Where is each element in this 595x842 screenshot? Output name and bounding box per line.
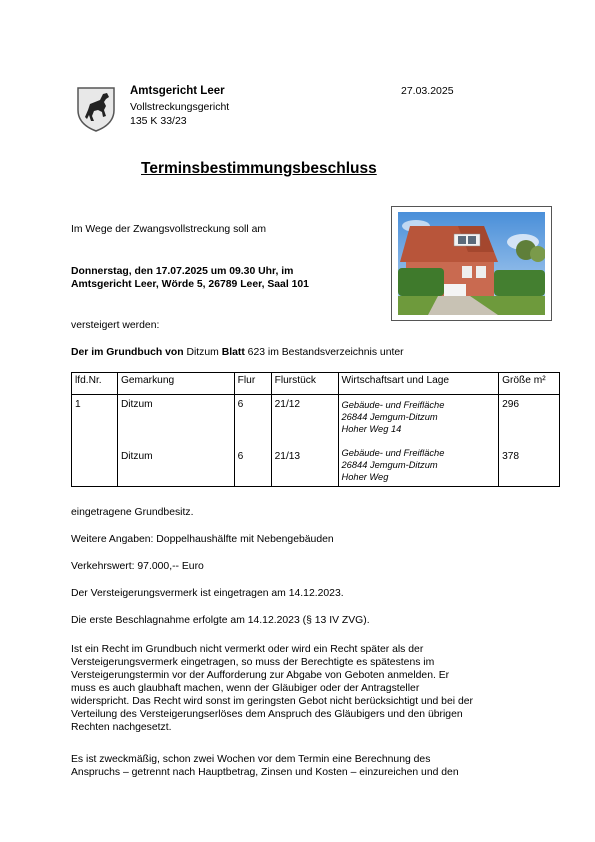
grundbuch-blatt-label: Blatt xyxy=(221,347,245,358)
eingetragen-text: eingetragene Grundbesitz. xyxy=(71,507,194,518)
appointment-line-2: Amtsgericht Leer, Wörde 5, 26789 Leer, Saal 101 xyxy=(71,279,309,290)
header-nr: lfd.Nr. xyxy=(72,373,118,395)
file-number: 135 K 33/23 xyxy=(130,115,187,127)
lage-line: 26844 Jemgum-Ditzum xyxy=(341,412,438,422)
appointment-line-1: Donnerstag, den 17.07.2025 um 09.30 Uhr, im xyxy=(71,266,294,277)
beschlagnahme-text: Die erste Beschlagnahme erfolgte am 14.12.2023 (§ 13 IV ZVG). xyxy=(71,615,370,626)
house-photo xyxy=(391,206,552,321)
row-gemarkung: Ditzum xyxy=(117,395,234,445)
document-date: 27.03.2025 xyxy=(401,85,454,97)
header-gemarkung: Gemarkung xyxy=(117,373,234,395)
zweckmaessig-paragraph xyxy=(71,753,459,779)
verkehrswert-text: Verkehrswert: 97.000,-- Euro xyxy=(71,561,204,572)
grundbuch-suffix: 623 im Bestandsverzeichnis unter xyxy=(244,347,404,358)
lage-line: 26844 Jemgum-Ditzum xyxy=(341,459,438,470)
header-lage: Wirtschaftsart und Lage xyxy=(338,373,499,395)
paragraph-line: Es ist zweckmäßig, schon zwei Wochen vor dem Termin eine Berechnung des xyxy=(71,754,431,765)
lage-line: Gebäude- und Freifläche xyxy=(341,447,445,458)
row-flurstueck: 21/13 xyxy=(271,445,338,487)
court-name: Amtsgericht Leer xyxy=(130,85,225,97)
paragraph-line: Ist ein Recht im Grundbuch nicht vermerkt oder wird ein Recht später als der xyxy=(71,644,424,655)
row-groesse: 378 xyxy=(499,445,560,487)
header-groesse: Größe m² xyxy=(499,373,560,395)
table-header-row xyxy=(72,373,560,395)
header-flur: Flur xyxy=(234,373,271,395)
paragraph-line: muss es auch glaubhaft machen, wenn der Gläubiger oder der Antragsteller xyxy=(71,683,420,694)
row-groesse: 296 xyxy=(499,395,560,445)
header-flurstueck: Flurstück xyxy=(271,373,338,395)
row-gemarkung: Ditzum xyxy=(117,445,234,487)
paragraph-line: Anspruchs – getrennt nach Hauptbetrag, Zinsen und Kosten – einzureichen und den xyxy=(71,767,459,778)
lower-saxony-horse-crest-icon xyxy=(76,86,116,132)
grundbuch-line xyxy=(71,347,404,358)
lage-line: Hoher Weg xyxy=(341,471,389,482)
row-flur: 6 xyxy=(234,445,271,487)
parcel-table xyxy=(71,372,560,487)
row-lage xyxy=(338,395,499,445)
vermerk-text: Der Versteigerungsvermerk ist eingetragen am 14.12.2023. xyxy=(71,588,344,599)
lage-line: Gebäude- und Freifläche xyxy=(341,400,445,410)
versteigert-text: versteigert werden: xyxy=(71,320,160,331)
recht-paragraph xyxy=(71,643,473,734)
table-row xyxy=(72,395,560,445)
document-title: Terminsbestimmungsbeschluss xyxy=(141,160,377,177)
lage-line: Hoher Weg 14 xyxy=(341,424,402,434)
weitere-angaben-text: Weitere Angaben: Doppelhaushälfte mit Nebengebäuden xyxy=(71,534,334,545)
row-nr: 1 xyxy=(72,395,118,445)
row-lage xyxy=(338,445,499,487)
paragraph-line: Versteigerungsvermerk eingetragen, so muss der Berechtigte es spätestens im xyxy=(71,657,435,668)
grundbuch-prefix: Der im Grundbuch von xyxy=(71,347,184,358)
row-nr xyxy=(72,445,118,487)
paragraph-line: Verteilung des Versteigerungserlöses dem Anspruch des Gläubigers und den übrigen xyxy=(71,709,463,720)
intro-text: Im Wege der Zwangsvollstreckung soll am xyxy=(71,224,266,235)
paragraph-line: Versteigerungstermin vor der Aufforderung zur Abgabe von Geboten anmelden. Er xyxy=(71,670,450,681)
court-department: Vollstreckungsgericht xyxy=(130,101,230,113)
paragraph-line: Rechten nachgesetzt. xyxy=(71,722,172,733)
row-flur: 6 xyxy=(234,395,271,445)
row-flurstueck: 21/12 xyxy=(271,395,338,445)
table-row xyxy=(72,445,560,487)
paragraph-line: widerspricht. Das Recht wird sonst im geringsten Gebot nicht berücksichtigt und bei der xyxy=(71,696,473,707)
grundbuch-location: Ditzum xyxy=(183,347,222,358)
